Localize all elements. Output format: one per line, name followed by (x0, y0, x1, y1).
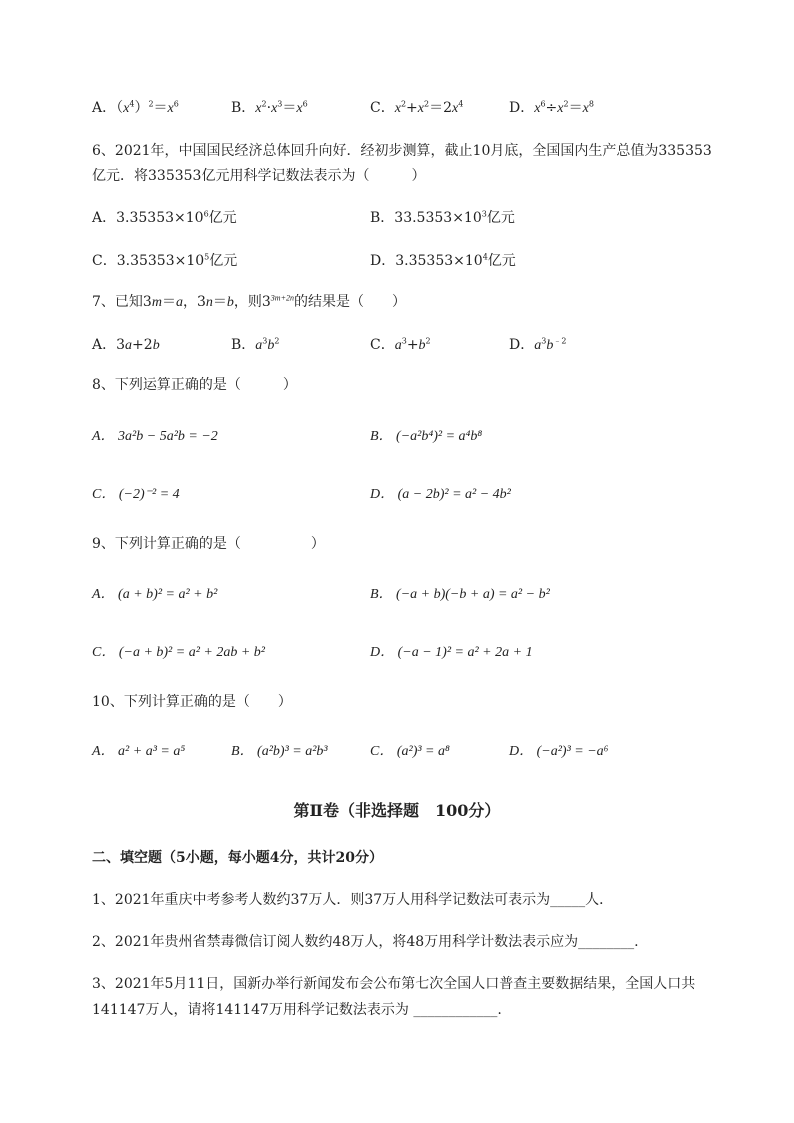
q9-option-b: B． (−a + b)(−b + a) = a² − b² (370, 587, 550, 602)
q10-option-b: B． (a²b)³ = a²b³ (231, 744, 328, 759)
fill-question-3-line2: 141147万人，请将141147万用科学记数法表示为 ____________. (92, 1002, 502, 1018)
q9-stem: 9、下列计算正确的是（ ） (92, 536, 325, 552)
q10-stem: 10、下列计算正确的是（ ） (92, 694, 292, 710)
q5-option-a: A．$(x^4)^2=x^6$ (92, 99, 179, 116)
section-title: 第Ⅱ卷（非选择题 100分） (293, 801, 501, 820)
q10-option-c: C． (a²)³ = a⁸ (370, 744, 450, 759)
q8-option-c: C． (−2)⁻² = 4 (92, 487, 180, 502)
q6-stem-line1: 6、2021年，中国国民经济总体回升向好．经初步测算，截止10月底，全国国内生产总值为335353 (92, 143, 712, 159)
q6-option-d: D．$3.35353\times 10^4$亿元 (370, 252, 516, 269)
q9-option-c: C． (−a + b)² = a² + 2ab + b² (92, 645, 265, 660)
q7-option-b: B．$a^3b^2$ (231, 336, 280, 353)
q9-option-d: D． (−a − 1)² = a² + 2a + 1 (370, 645, 533, 660)
fill-question-3-line1: 3、2021年5月11日，国新办举行新闻发布会公布第七次全国人口普查主要数据结果，全国人口共 (92, 976, 696, 992)
q6-option-a: A．$3.35353\times 10^6$亿元 (92, 209, 237, 226)
fill-question-2: 2、2021年贵州省禁毒微信订阅人数约48万人，将48万用科学计数法表示应为________. (92, 934, 639, 950)
q8-option-b: B． (−a²b⁴)² = a⁴b⁸ (370, 429, 483, 444)
q7-option-c: C．$a^3+b^2$ (370, 336, 431, 353)
q8-stem: 8、下列运算正确的是（ ） (92, 377, 297, 393)
q5-option-d: D．$x^6\div x^2=x^8$ (509, 99, 594, 116)
part2-heading: 二、填空题（5小题，每小题4分，共计20分） (92, 850, 383, 866)
q7-option-d: D．$a^3b^{﹣2}$ (509, 336, 567, 353)
q8-option-a: A． 3a²b − 5a²b = −2 (92, 429, 218, 444)
q6-option-c: C．$3.35353\times 10^5$亿元 (92, 252, 238, 269)
q7-option-a: A．3a+2b (92, 337, 160, 353)
q10-option-d: D． (−a²)³ = −a⁶ (509, 744, 609, 759)
q5-option-b: B．$x^2\cdot x^3=x^6$ (231, 99, 308, 116)
q5-option-c: C．$x^2+x^2=2x^4$ (370, 99, 464, 116)
fill-question-1: 1、2021年重庆中考参考人数约37万人．则37万人用科学记数法可表示为_____人． (92, 892, 614, 908)
q6-option-b: B．$33.5353\times 10^3$亿元 (370, 209, 515, 226)
q10-option-a: A． a² + a³ = a⁵ (92, 744, 186, 759)
q8-option-d: D． (a − 2b)² = a² − 4b² (370, 487, 511, 502)
q7-stem: 7、已知3m＝a，3n＝b，则$3^{3m+2n}$的结果是（ ） (92, 293, 406, 310)
q9-option-a: A． (a + b)² = a² + b² (92, 587, 218, 602)
q6-stem-line2: 亿元．将335353亿元用科学记数法表示为（ ） (92, 168, 426, 184)
